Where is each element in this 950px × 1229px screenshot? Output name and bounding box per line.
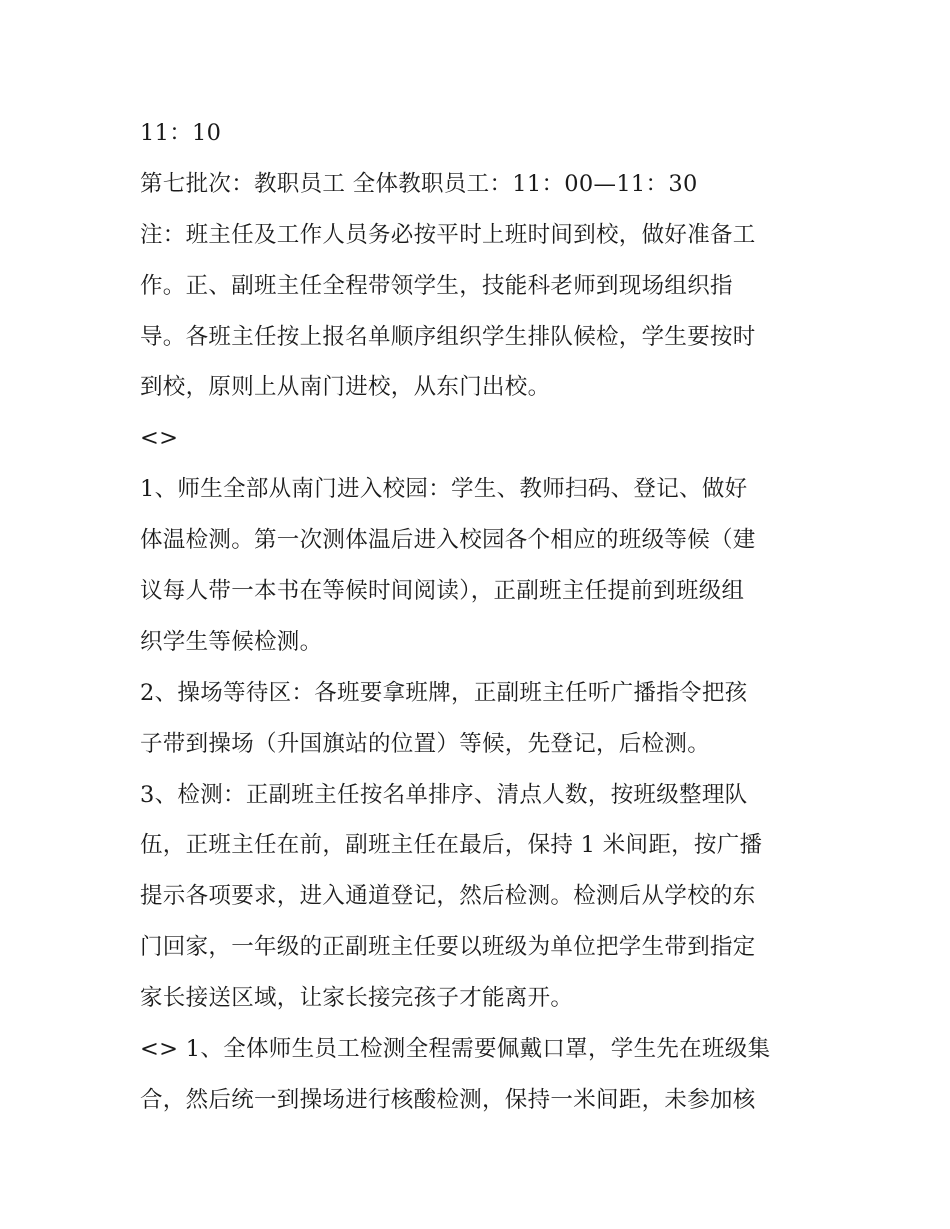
text-line-note: 作。正、副班主任全程带领学生，技能科老师到现场组织指 bbox=[140, 272, 733, 299]
document-body bbox=[140, 108, 820, 1126]
text-line-item-1: 体温检测。第一次测体温后进入校园各个相应的班级等候（建 bbox=[140, 527, 756, 554]
text-line-item-1: 1、师生全部从南门进入校园：学生、教师扫码、登记、做好 bbox=[140, 476, 748, 503]
text-line-item-1: 议每人带一本书在等候时间阅读），正副班主任提前到班级组 bbox=[140, 578, 745, 605]
text-line-note: 到校，原则上从南门进校，从东门出校。 bbox=[140, 374, 551, 401]
text-line-item-3: 3、检测：正副班主任按名单排序、清点人数，按班级整理队 bbox=[140, 781, 748, 808]
text-line-item-2: 2、操场等待区：各班要拿班牌，正副班主任听广播指令把孩 bbox=[140, 679, 748, 706]
text-line-item-2: 子带到操场（升国旗站的位置）等候，先登记，后检测。 bbox=[140, 730, 711, 757]
text-line-requirements: <> 1、全体师生员工检测全程需要佩戴口罩，学生先在班级集 bbox=[140, 1036, 771, 1063]
text-line-item-3: 门回家，一年级的正副班主任要以班级为单位把学生带到指定 bbox=[140, 934, 756, 961]
text-line-item-3: 提示各项要求，进入通道登记，然后检测。检测后从学校的东 bbox=[140, 883, 756, 910]
text-line-item-3: 伍，正班主任在前，副班主任在最后，保持 1 米间距，按广播 bbox=[140, 832, 763, 859]
text-line-time: 11：10 bbox=[140, 120, 222, 146]
text-line-item-3: 家长接送区域，让家长接完孩子才能离开。 bbox=[140, 985, 574, 1012]
text-line-batch-seven: 第七批次：教职员工 全体教职员工：11：00—11：30 bbox=[140, 170, 698, 197]
text-line-requirements: 合，然后统一到操场进行核酸检测，保持一米间距，未参加核 bbox=[140, 1086, 756, 1113]
text-line-note: 导。各班主任按上报名单顺序组织学生排队候检，学生要按时 bbox=[140, 323, 756, 350]
text-line-marker: <> bbox=[140, 425, 179, 452]
text-line-note: 注：班主任及工作人员务必按平时上班时间到校，做好准备工 bbox=[140, 221, 756, 248]
text-line-item-1: 织学生等候检测。 bbox=[140, 628, 323, 655]
